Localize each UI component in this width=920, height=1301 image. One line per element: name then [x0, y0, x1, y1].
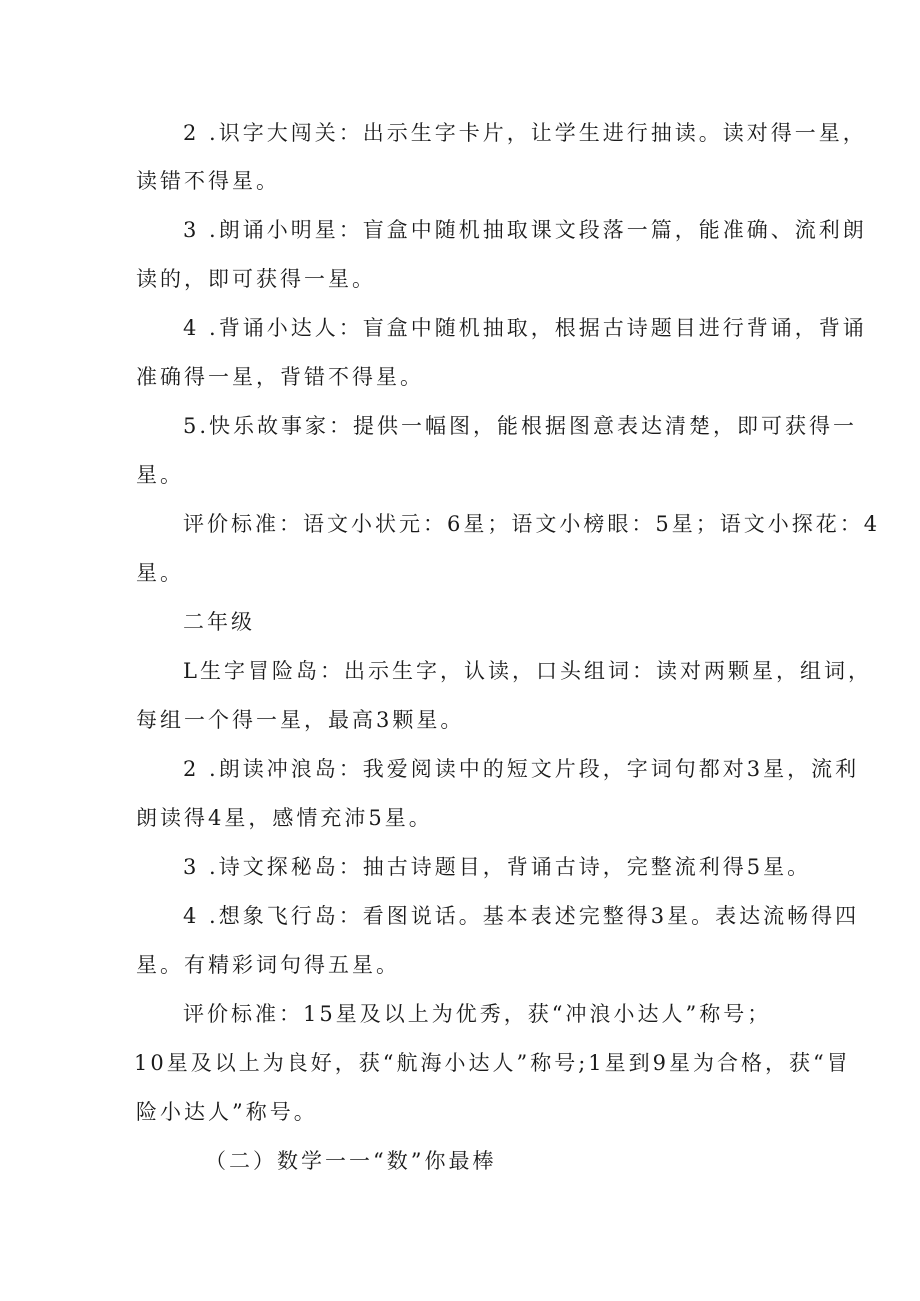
para-item-3-line-1: 3 .朗诵小明星：盲盒中随机抽取课文段落一篇，能准确、流利朗 [183, 218, 867, 242]
para-grade2-item-1-line-2: 每组一个得一星，最高3颗星。 [136, 708, 465, 732]
para-grade2-item-4-line-2: 星。有精彩词句得五星。 [136, 953, 400, 977]
evaluation-standard-1-line-2: 星。 [136, 561, 184, 585]
para-grade2-item-2-line-1: 2 .朗读冲浪岛：我爱阅读中的短文片段，字词句都对3星，流利 [183, 757, 860, 781]
section-heading-grade-two: 二年级 [183, 610, 255, 634]
para-item-5-line-2: 星。 [136, 463, 184, 487]
evaluation-standard-1-line-1: 评价标准：语文小状元：6星；语文小榜眼：5星；语文小探花：4 [183, 512, 881, 536]
evaluation-standard-2-line-1: 评价标准：15星及以上为优秀，获“冲浪小达人”称号； [183, 1002, 772, 1026]
evaluation-standard-2-line-2: 10星及以上为良好，获“航海小达人”称号;1星到9星为合格，获“冒 [134, 1051, 851, 1075]
para-item-2-line-2: 读错不得星。 [136, 169, 280, 193]
para-grade2-item-4-line-1: 4 .想象飞行岛：看图说话。基本表述完整得3星。表达流畅得四 [183, 904, 860, 928]
section-heading-math: （二）数学一一“数”你最棒 [205, 1149, 497, 1173]
para-item-3-line-2: 读的，即可获得一星。 [136, 267, 376, 291]
para-item-4-line-2: 准确得一星，背错不得星。 [136, 365, 424, 389]
para-grade2-item-1-line-1: L生字冒险岛：出示生字，认读，口头组词：读对两颗星，组词， [183, 659, 872, 683]
para-grade2-item-2-line-2: 朗读得4星，感情充沛5星。 [136, 806, 433, 830]
evaluation-standard-2-line-3: 险小达人”称号。 [136, 1100, 318, 1124]
para-grade2-item-3: 3 .诗文探秘岛：抽古诗题目，背诵古诗，完整流利得5星。 [183, 855, 812, 879]
para-item-4-line-1: 4 .背诵小达人：盲盒中随机抽取，根据古诗题目进行背诵，背诵 [183, 316, 867, 340]
para-item-2-line-1: 2 .识字大闯关：出示生字卡片，让学生进行抽读。读对得一星， [183, 121, 867, 145]
para-item-5-line-1: 5.快乐故事家：提供一幅图，能根据图意表达清楚，即可获得一 [183, 414, 858, 438]
